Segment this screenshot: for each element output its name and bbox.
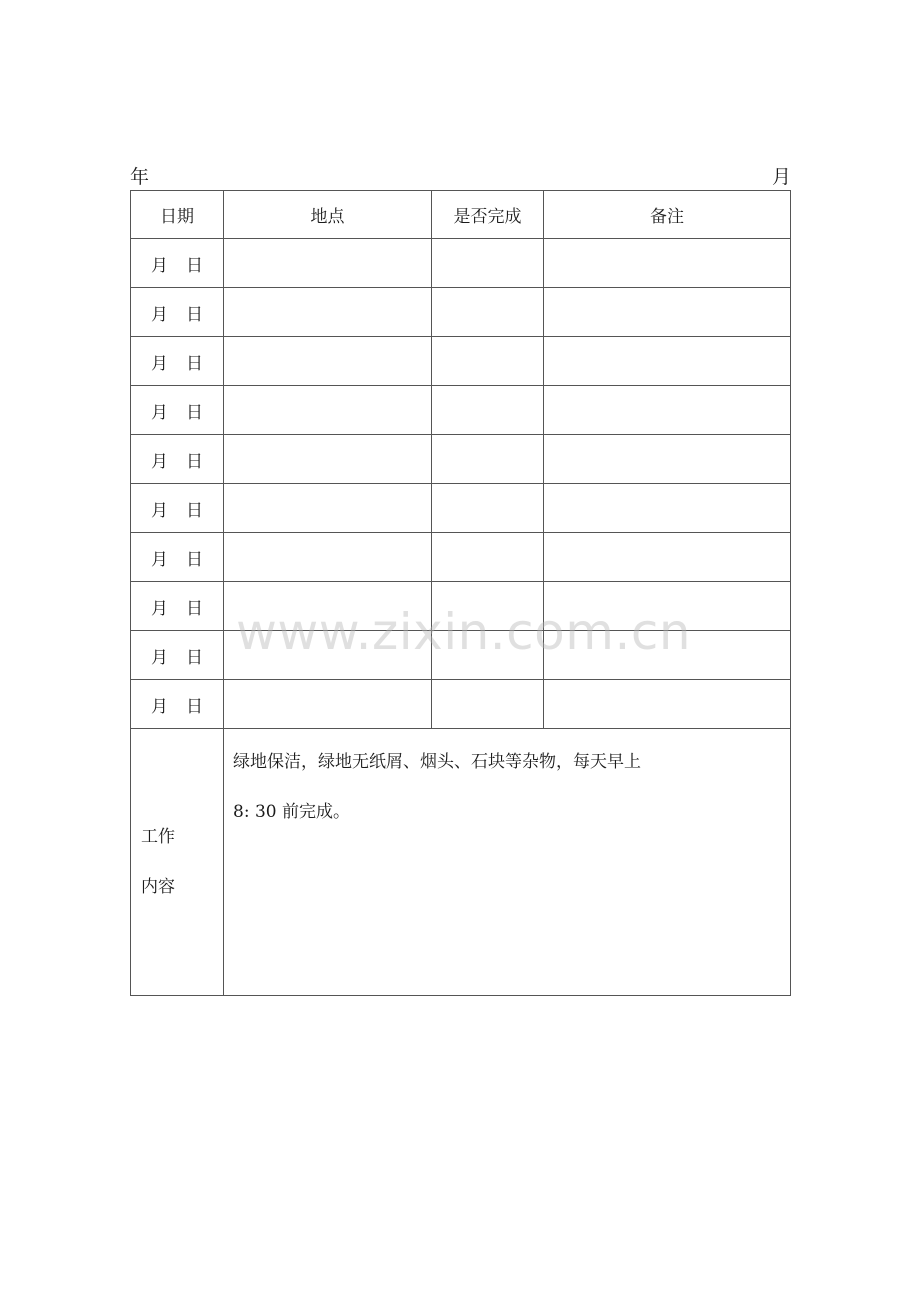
table-row — [131, 484, 791, 533]
location-cell[interactable] — [224, 631, 432, 680]
table-row — [131, 288, 791, 337]
work-log-table — [130, 190, 791, 996]
completed-cell[interactable] — [432, 435, 544, 484]
day-text: 日 — [186, 696, 203, 717]
date-cell — [131, 288, 224, 337]
table-row — [131, 435, 791, 484]
column-header-remarks: 备注 — [544, 191, 791, 239]
date-cell — [131, 533, 224, 582]
month-text: 月 — [151, 304, 168, 325]
remarks-cell[interactable] — [544, 631, 791, 680]
table-header-row — [131, 191, 791, 239]
remarks-cell[interactable] — [544, 239, 791, 288]
remarks-cell[interactable] — [544, 337, 791, 386]
location-cell[interactable] — [224, 484, 432, 533]
completed-cell[interactable] — [432, 239, 544, 288]
location-cell[interactable] — [224, 435, 432, 484]
day-text: 日 — [186, 451, 203, 472]
completed-cell[interactable] — [432, 582, 544, 631]
remarks-cell[interactable] — [544, 533, 791, 582]
location-cell[interactable] — [224, 288, 432, 337]
table-row — [131, 582, 791, 631]
date-cell — [131, 239, 224, 288]
table-row — [131, 533, 791, 582]
month-text: 月 — [151, 402, 168, 423]
day-text: 日 — [186, 402, 203, 423]
remarks-cell[interactable] — [544, 680, 791, 729]
year-label: 年 — [130, 166, 150, 188]
remarks-cell[interactable] — [544, 484, 791, 533]
work-content-text-line1: 绿地保洁，绿地无纸屑、烟头、石块等杂物，每天早上 — [233, 752, 641, 772]
day-text: 日 — [186, 304, 203, 325]
table-row — [131, 337, 791, 386]
table-row — [131, 680, 791, 729]
work-content-label-line1: 工作 — [141, 827, 175, 847]
completed-cell[interactable] — [432, 533, 544, 582]
date-cell — [131, 631, 224, 680]
date-cell — [131, 337, 224, 386]
column-header-completed: 是否完成 — [432, 191, 544, 239]
date-cell — [131, 484, 224, 533]
day-text: 日 — [186, 353, 203, 374]
date-cell — [131, 435, 224, 484]
day-text: 日 — [186, 598, 203, 619]
completed-cell[interactable] — [432, 631, 544, 680]
completed-cell[interactable] — [432, 337, 544, 386]
work-content-label — [131, 729, 224, 996]
month-label: 月 — [772, 166, 792, 188]
remarks-cell[interactable] — [544, 288, 791, 337]
month-text: 月 — [151, 255, 168, 276]
month-text: 月 — [151, 696, 168, 717]
table-row — [131, 239, 791, 288]
completed-cell[interactable] — [432, 484, 544, 533]
column-header-date: 日期 — [131, 191, 224, 239]
location-cell[interactable] — [224, 239, 432, 288]
table-row — [131, 631, 791, 680]
day-text: 日 — [186, 647, 203, 668]
remarks-cell[interactable] — [544, 386, 791, 435]
completed-cell[interactable] — [432, 288, 544, 337]
location-cell[interactable] — [224, 386, 432, 435]
table-body — [131, 239, 791, 729]
date-cell — [131, 386, 224, 435]
month-text: 月 — [151, 549, 168, 570]
remarks-cell[interactable] — [544, 582, 791, 631]
completed-cell[interactable] — [432, 680, 544, 729]
work-content-text — [224, 729, 791, 996]
month-text: 月 — [151, 647, 168, 668]
month-text: 月 — [151, 353, 168, 374]
day-text: 日 — [186, 549, 203, 570]
column-header-location: 地点 — [224, 191, 432, 239]
month-text: 月 — [151, 598, 168, 619]
location-cell[interactable] — [224, 533, 432, 582]
table-row — [131, 386, 791, 435]
date-cell — [131, 680, 224, 729]
month-text: 月 — [151, 451, 168, 472]
month-text: 月 — [151, 500, 168, 521]
location-cell[interactable] — [224, 680, 432, 729]
day-text: 日 — [186, 255, 203, 276]
location-cell[interactable] — [224, 582, 432, 631]
work-content-label-line2: 内容 — [141, 877, 175, 897]
completed-cell[interactable] — [432, 386, 544, 435]
remarks-cell[interactable] — [544, 435, 791, 484]
work-content-row — [131, 729, 791, 996]
work-content-text-line2: 8: 30 前完成。 — [233, 802, 350, 822]
watermark: www.zixin.com.cn — [236, 603, 692, 661]
day-text: 日 — [186, 500, 203, 521]
date-cell — [131, 582, 224, 631]
location-cell[interactable] — [224, 337, 432, 386]
